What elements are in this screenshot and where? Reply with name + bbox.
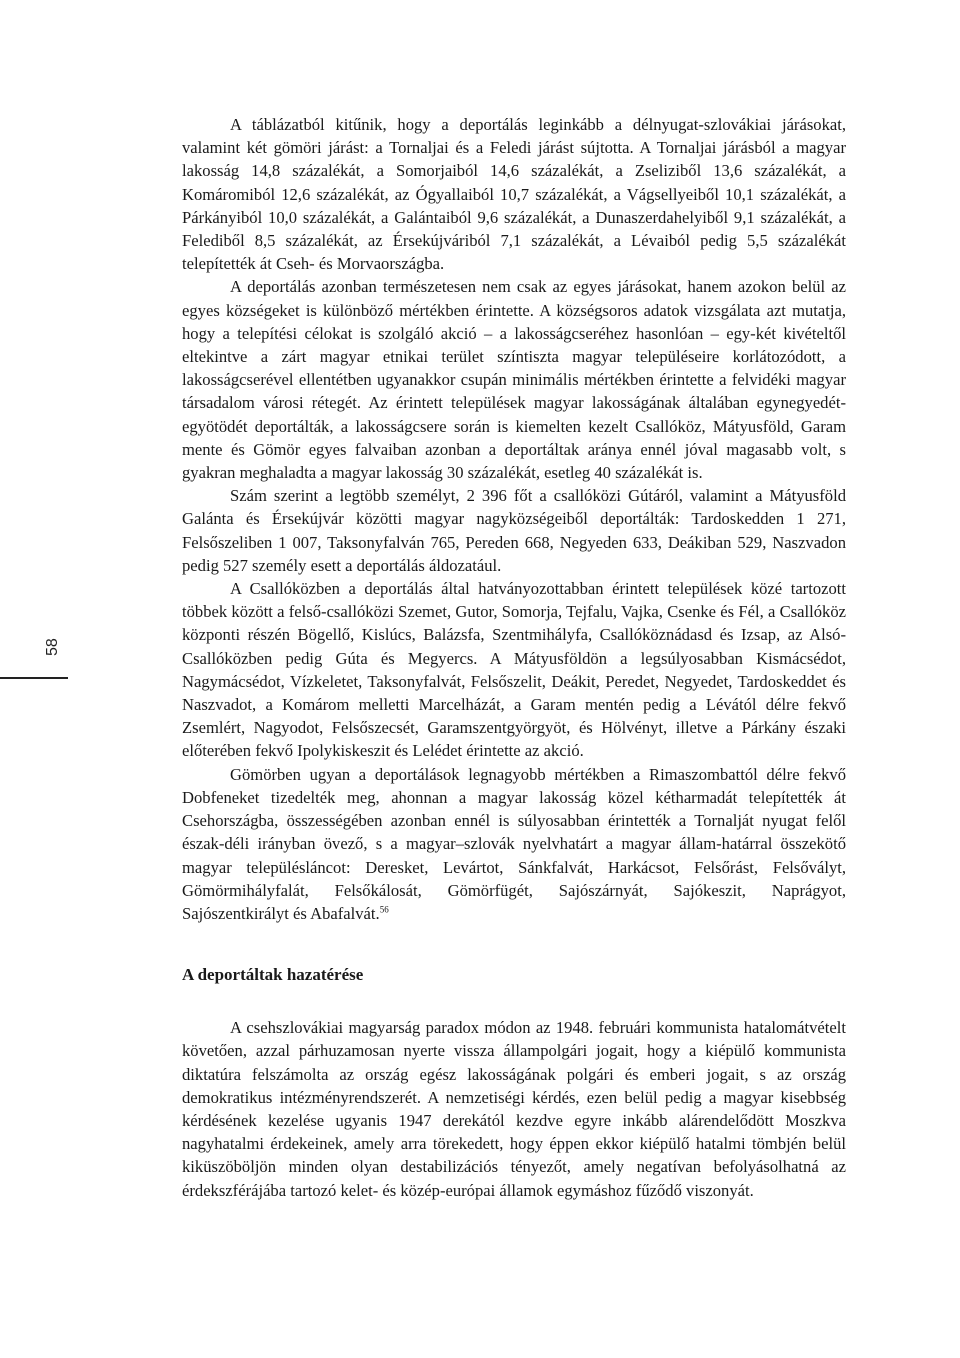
page-number: 58 (44, 638, 61, 656)
paragraph-text: Gömörben ugyan a deportálások legnagyobb mértékben a Rimaszombattól délre fekvő Dobfeneket tizedelték meg, ahonnan a magyar lakosság közel kétharmadát telepítették át Csehországba, összességében azonban ennél is súlyosabban érintették a Tornalját nyugat felől észak-déli irányban övező, s a magyar–szlovák nyelvhatárt a magyar állam-határral összekötő magyar településláncot: Deresket, Levártot, Sánkfalvát, Harkácsot, Felsőrást, Felsővályt, Gömörmihályfalát, Felsőkálosát, Gömörfügét, Sajószárnyát, Sajókeszit, Naprágyot, Sajószentkirályt és Abafalvát. (182, 764, 846, 923)
paragraph: A deportálás azonban természetesen nem csak az egyes járásokat, hanem azokon belül az egyes községeket is különböző mértékben érintette. A községsoros adatok vizsgálata azt mutatja, hogy a telepítési célokat is szolgáló akció – a lakosságcseréhez hasonlóan – egy-két kivételtől eltekintve a zárt magyar etnikai terület színtiszta magyar településeire korlátozódott, a lakosságcserével ellentétben ugyanakkor csupán minimális mértékben érintette a felvidéki magyar társadalom városi rétegét. Az érintett települések magyar lakosságának általában egynegyedét-egyötödét deportálták, a lakosságcsere során is kiemelten kezelt Csallóköz, Mátyusföld, Garam mente és Gömör egyes falvaiban azonban a deportáltak aránya ennél jóval magasabb volt, s gyakran meghaladta a magyar lakosság 30 százalékát, esetleg 40 százalékát is. (182, 277, 846, 483)
paragraph-with-footnote (182, 763, 846, 925)
paragraph: A Csallóközben a deportálás által hatványozottabban érintett települések közé tartozott többek között a felső-csallóközi Szemet, Gutor, Somorja, Tejfalu, Vajka, Csenke és Fél, a Csallóköz központi részén Bögellő, Kislúcs, Balázsfa, Szentmihályfa, Csallóköznádasd és Izsap, az Alsó-Csallóközben pedig Gúta és Megyercs. A Mátyusföldön a legsúlyosabban Kismácsédot, Nagymácsédot, Vízkeletet, Taksonyfalvát, Felsőszelit, Deákit, Peredet, Negyedet, Tardoskeddet és Naszvadot, a Komárom melletti Marcelházát, a Garam mentén pedig a Lévától délre fekvő Zsemlért, Nagyodot, Felsőszecsét, Garamszentgyörgyöt, és Hölvényt, illetve a Párkány északi előterében fekvő Ipolykiskeszit és Lelédet érintette az akció. (182, 579, 846, 761)
body-text (182, 113, 846, 1202)
section-heading: A deportáltak hazatérése (182, 965, 364, 985)
paragraph: Szám szerint a legtöbb személyt, 2 396 főt a csallóközi Gútáról, valamint a Mátyusföld Galánta és Érsekújvár közötti magyar nagyközségeiből deportálták: Tardoskedden 1 271, Felsőszeliben 1 007, Taksonyfalván 765, Pereden 668, Negyeden 633, Deákiban 529, Naszvadon pedig 527 személy esett a deportálás áldozatául. (182, 486, 846, 575)
page-number-rule (0, 677, 68, 679)
paragraph: A csehszlovákiai magyarság paradox módon az 1948. februári kommunista hatalomátvételt követően, azzal párhuzamosan nyerte vissza állampolgári jogait, hogy a kiépülő kommunista diktatúra felszámolta az ország egész lakosságának polgári és emberi jogait, s az ország demokratikus intézményrendszerét. A nemzetiségi kérdés, ezen belül pedig a magyar kisebbség kérdésének kezelése ugyanis 1947 derekától kezdve egyre inkább alárendelődött Moszkva nagyhatalmi érdekeinek, amely arra törekedett, hogy éppen ekkor kiépülő hatalmi tömbjén belül kiküszöböljön minden olyan destabilizációs tényezőt, amely negatívan befolyásolhatná az érdekszférájába tartozó kelet- és közép-európai államok egymáshoz fűződő viszonyát. (182, 1018, 846, 1200)
footnote-reference[interactable]: 56 (379, 904, 389, 915)
paragraph: A táblázatból kitűnik, hogy a deportálás leginkább a délnyugat-szlovákiai járásokat, valamint két gömöri járást: a Tornaljai és a Feledi járást sújtotta. A Tornaljai járásból a magyar lakosság 14,8 százalékát, a Somorjaiból 14,6 százalékát, a Zseliziből 13,6 százalékát, a Komáromiból 12,6 százalékát, az Ógyallaiból 10,7 százalékát, a Vágsellyeiből 10,1 százalékát, a Párkányiból 10,0 százalékát, a Galántaiból 9,6 százalékát, a Dunaszerdahelyiből 9,1 százalékát, a Felediből 8,5 százalékát, az Érsekújváriból 7,1 százalékát, a Lévaiból pedig 5,5 százalékát telepítették át Cseh- és Morvaországba. (182, 115, 846, 274)
